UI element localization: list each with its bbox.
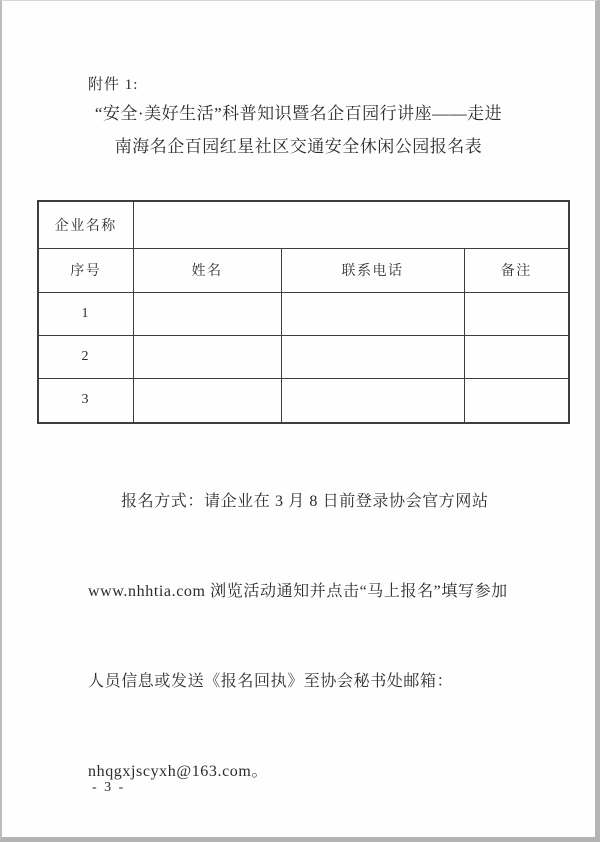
name-cell <box>133 292 281 335</box>
instructions-line-3: 人员信息或发送《报名回执》至协会秘书处邮箱： <box>88 673 454 690</box>
phone-cell <box>281 335 464 378</box>
name-cell <box>133 335 281 378</box>
page-number: - 3 - <box>92 780 126 795</box>
instructions-line-4: nhqgxjscyxh@163.com。 <box>88 763 269 780</box>
table-row <box>38 335 569 378</box>
name-cell <box>133 378 281 423</box>
column-header-note: 备注 <box>464 248 569 292</box>
row-number-cell: 2 <box>38 335 133 378</box>
column-header-no: 序号 <box>38 248 133 292</box>
column-header-name: 姓名 <box>133 248 281 292</box>
table-header-row <box>38 248 569 292</box>
registration-instructions <box>88 427 530 842</box>
note-cell <box>464 335 569 378</box>
company-name-value-cell <box>133 201 569 248</box>
table-row <box>38 378 569 423</box>
table-row <box>38 292 569 335</box>
phone-cell <box>281 292 464 335</box>
row-number-cell: 1 <box>38 292 133 335</box>
title-line-2: 南海名企百园红星社区交通安全休闲公园报名表 <box>114 137 483 156</box>
phone-cell <box>281 378 464 423</box>
company-name-label: 企业名称 <box>38 201 133 248</box>
document-title <box>2 97 595 163</box>
attachment-label: 附件 1: <box>88 77 139 93</box>
row-number-cell: 3 <box>38 378 133 423</box>
note-cell <box>464 378 569 423</box>
title-line-1: “安全·美好生活”科普知识暨名企百园行讲座——走进 <box>94 104 503 123</box>
column-header-phone: 联系电话 <box>281 248 464 292</box>
instructions-line-2: www.nhhtia.com 浏览活动通知并点击“马上报名”填写参加 <box>88 583 508 600</box>
signup-table <box>37 200 570 424</box>
instructions-line-1: 报名方式：请企业在 3 月 8 日前登录协会官方网站 <box>121 493 489 510</box>
company-name-row <box>38 201 569 248</box>
note-cell <box>464 292 569 335</box>
